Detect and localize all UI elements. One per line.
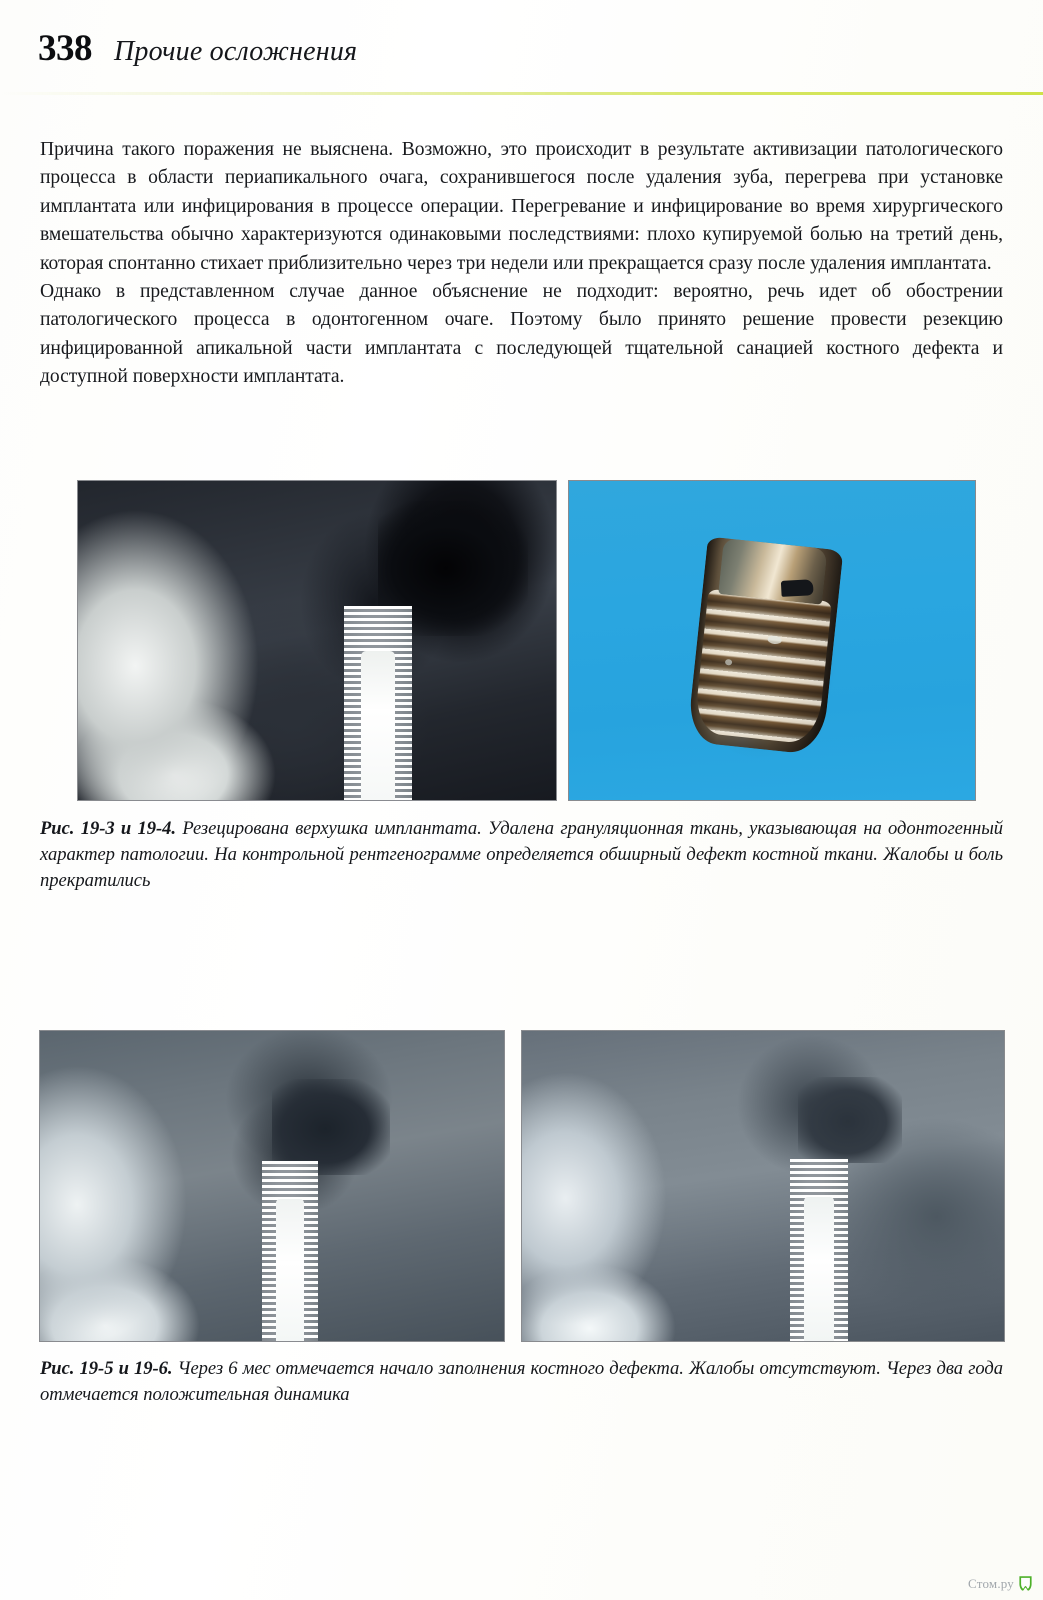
implant-core [361,651,395,800]
resected-implant-apex [687,536,844,755]
body-paragraph-1: Причина такого поражения не выяснена. Возможно, это происходит в результате активизации патологического процесса в области периапикального очага, сохранившегося после удаления зуба, перегрева при установке имплантата или инфицирования в процессе операции. Перегревание и инфицирование во время хирургического вмешательства обычно характеризуются одинаковыми последствиями: плохо купируемой болью на третий день, которая спонтанно стихает приблизительно через три недели или прекращается сразу после удаления имплантата. [40,139,1003,274]
figure-row-top [0,470,1043,810]
figure-19-4-photo [569,481,975,800]
implant-core [804,1197,834,1341]
body-text-column [40,136,1003,392]
figure-caption-19-3-19-4 [40,816,1003,894]
screw-cut-surface [718,538,827,605]
watermark-label: Стом.ру [968,1575,1014,1591]
figure-caption-19-5-19-6 [40,1356,1003,1408]
figure-19-6-radiograph [522,1031,1004,1341]
figure-19-3-radiograph [78,481,556,800]
screw-thread-coils [694,589,832,745]
implant-core [276,1199,304,1341]
caption-text-1: Резецирована верхушка имплантата. Удалена грануляционная ткань, указывающая на одонтогенный характер патологии. На контрольной рентгенограмме определяется обширный дефект костной ткани. Жалобы и боль прекратились [40,818,1004,891]
running-head-title: Прочие осложнения [114,36,358,67]
header-divider-rule [0,92,1043,95]
caption-label-2: Рис. 19-5 и 19-6. [40,1358,173,1379]
figure-row-bottom [0,1022,1043,1344]
caption-label-1: Рис. 19-3 и 19-4. [40,818,177,839]
site-watermark [968,1575,1033,1592]
figure-19-5-radiograph [40,1031,504,1341]
tooth-logo-icon [1018,1575,1033,1592]
page-number: 338 [38,28,92,69]
caption-text-2: Через 6 мес отмечается начало заполнения костного дефекта. Жалобы отсутствуют. Через два года отмечается положительная динамика [40,1358,1003,1405]
residual-defect-shadow [798,1077,902,1163]
screw-defect-notch [781,579,814,597]
running-head [38,30,1005,82]
body-paragraph-2: Однако в представленном случае данное объяснение не подходит: вероятно, речь идет об обострении патологического процесса в одонтогенном очаге. Поэтому было принято решение провести резекцию инфицированной апикальной части имплантата с последующей тщательной санацией костного дефекта и доступной поверхности имплантата. [40,281,1003,388]
